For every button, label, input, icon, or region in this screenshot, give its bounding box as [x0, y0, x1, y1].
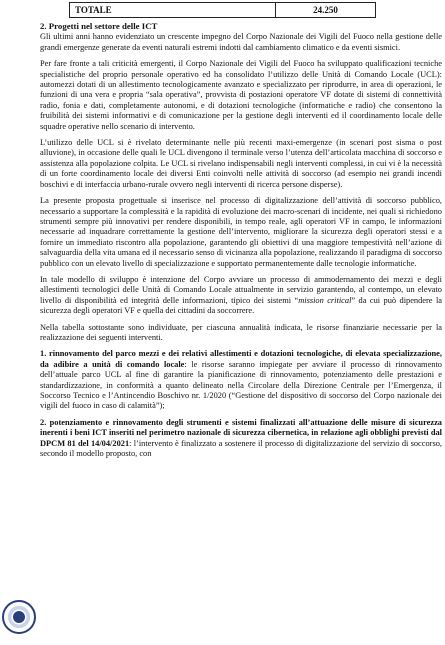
total-table [69, 2, 376, 18]
paragraph-ucl-description: Per fare fronte a tali criticità emergenti, il Corpo Nazionale dei Vigili del Fuoco ha sviluppato qualificazioni tecniche specialistiche del proprio personale operativo ed ha consolidato l’utilizzo delle Unità di Comando Locale (UCL): automezzi dotati di un allestimento tecnologicamente avanzato e specializzato per riprodurre, in area di operazioni, le funzioni di una vera e propria “sala operativa”, provvista di postazioni operatore VF dotate di sistemi di connettività radio, fonia e dati, completamente autonomi, e di dotazioni tecnologiche (informatiche e radio) che consentono la fruibilità dei sistemi informativi e di comunicazione per la gestione degli interventi ed il coordinamento locale delle squadre operative nello scenario di intervento. [40, 59, 442, 131]
paragraph-development-model [40, 275, 442, 317]
section-title: 2. Progetti nel settore delle ICT [40, 21, 158, 31]
model-text-italic: mission critical [298, 295, 352, 305]
document-body [40, 21, 442, 465]
model-text-after: ” da cui può dipendere la sicurezza degli operatori VF e quella dei cittadini da soccorrere. [40, 295, 442, 316]
total-value: 24.250 [313, 5, 338, 15]
model-text-before: In tale modello di sviluppo è intenzione del Corpo avviare un processo di ammodernamento dei mezzi e degli allestimenti tecnologici delle Unità di Comando Locale attualmente in servizio garantendo, al contempo, un elevato livello di disponibilità ed integrità delle informazioni, tipico dei sistemi “ [40, 274, 442, 305]
paragraph-table-note: Nella tabella sottostante sono individuate, per ciascuna annualità indicata, le risorse finanziarie necessarie per la realizzazione dei seguenti interventi. [40, 322, 442, 342]
paragraph-intro: Gli ultimi anni hanno evidenziato un crescente impegno del Corpo Nazionale dei Vigili del Fuoco nella gestione delle grandi emergenze generate da eventi naturali estremi indotti dal cambiamento climatico e da eventi sismici. [40, 32, 442, 52]
list-item [40, 349, 442, 411]
official-seal-icon [2, 600, 36, 634]
list-item-heading: 2. potenziamento e rinnovamento degli strumenti e sistemi finalizzati all’attuazione delle misure di sicurezza inerenti i beni ICT inseriti nel perimetro nazionale di sicurezza cibernetica, in relazione agli obblighi previsti dal DPCM 81 del 14/04/2021 [40, 417, 442, 448]
list-item [40, 418, 442, 460]
list-item-text: : le risorse saranno impiegate per avviare il processo di rinnovamento dell’attuale parco UCL al fine di garantire la pianificazione di rinnovamento, potenziamento delle prestazioni e standardizzazione, in conformità a quanto delineato nella Circolare della Direzione Centrale per l’Emergenza, il Soccorso Tecnico e l’Antincendio Boschivo nr. 1/2020 (“Gestione del dispositivo di soccorso del Corpo nazionale dei vigili del fuoco in caso di calamità”); [40, 359, 442, 411]
list-item-heading: 1. rinnovamento del parco mezzi e dei relativi allestimenti e dotazioni tecnologiche, di elevata specializzazione, da adibire a unità di comando locale [40, 349, 442, 369]
paragraph-project-proposal: La presente proposta progettuale si inserisce nel processo di digitalizzazione dell’attività di soccorso pubblico, necessario a supportare la complessità e la rapidità di evoluzione dei macro-scenari di incidente, nei quali si richiedono strumenti sempre più innovativi per rendere disponibili, in tempo reale, agli operatori VF in campo, le informazioni necessarie ad inquadrare correttamente la gestione dell’intervento, migliorare la sicurezza degli operatori stessi e a fornire un immediato riscontro alla popolazione, garantendo gli obiettivi di una maggiore tempestività nell’azione di salvaguardia della vita umana ed il necessario senso di vicinanza alla popolazione, realizzando il paradigma di soccorso pubblico con un elevato livello di specializzazione e supportato permanentemente dalle tecnologie informatiche. [40, 196, 442, 268]
list-item-text: : l’intervento è finalizzato a sostenere il processo di digitalizzazione del servizio di soccorso, secondo il modello proposto, con [40, 438, 442, 459]
total-label: TOTALE [70, 3, 276, 17]
paragraph-ucl-usage: L’utilizzo delle UCL si è rivelato determinante nelle più recenti maxi-emergenze (in scenari post sisma o post alluvione), in occasione delle quali le UCL divengono il terminale verso l’utenza dell’articolata macchina di soccorso e assistenza alla popolazione colpita. Le UCL si rivelano indispensabili negli interventi complessi, in cui vi è la necessità di un forte coordinamento locale dei diversi Enti coinvolti nelle attività di soccorso (ad esempio nei grandi incendi boschivi e di interfaccia urbano-rurale ovvero negli interventi di ricerca persone disperse). [40, 138, 442, 189]
